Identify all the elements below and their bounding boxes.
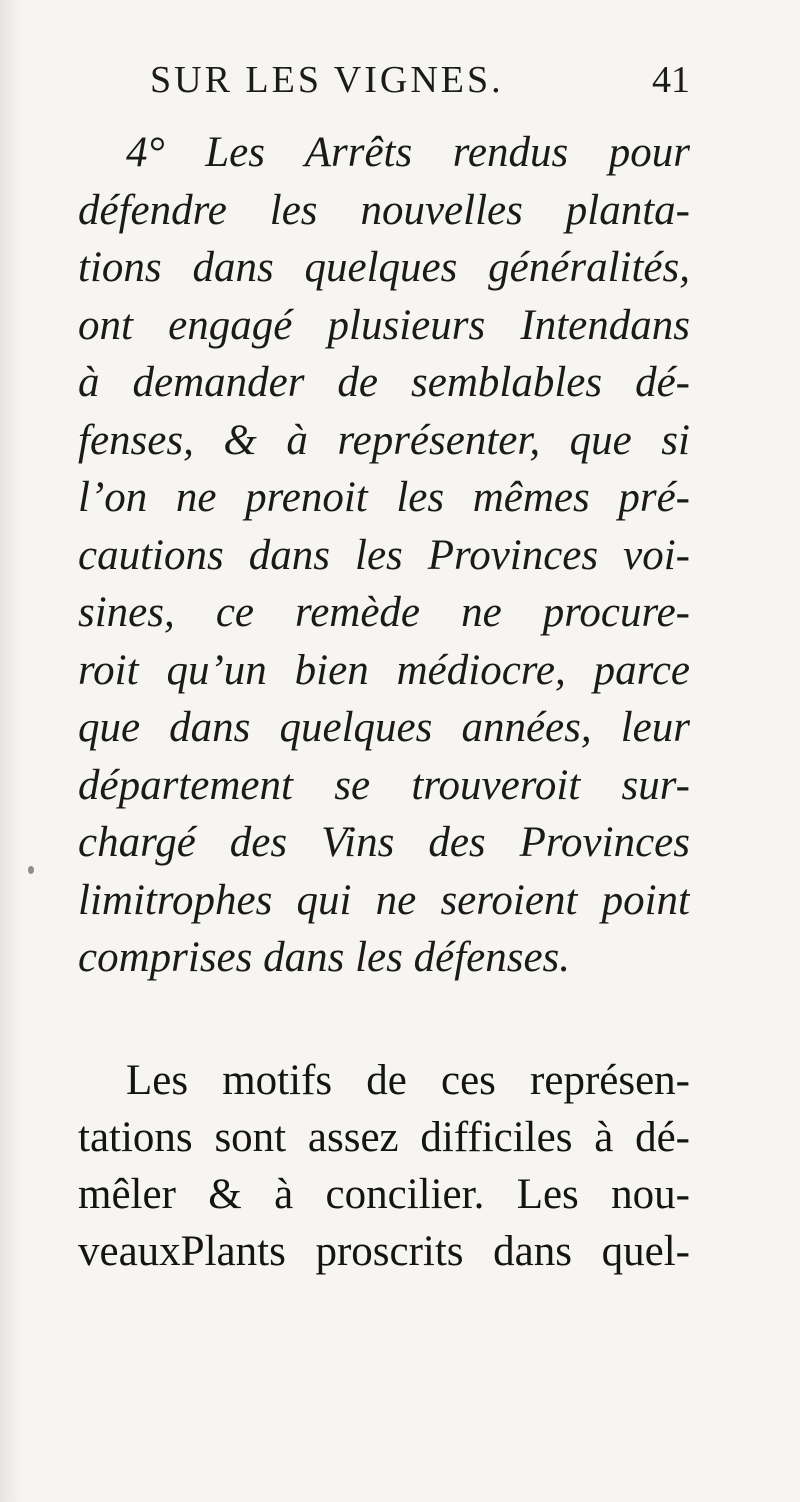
page-header <box>150 58 690 114</box>
text-line: comprises dans les défenses. <box>78 934 571 981</box>
text-line: sines, ce remède ne procure- <box>78 589 690 636</box>
text-line: département se trouveroit sur- <box>78 761 690 809</box>
text-line: que dans quelques années, leur <box>78 704 690 751</box>
text-line: mêler & à concilier. Les nou- <box>78 1171 690 1218</box>
text-line: roit qu’un bien médiocre, parce <box>78 646 690 694</box>
text-line: fenses, & à représenter, que si <box>78 416 690 464</box>
running-head: SUR LES VIGNES. <box>150 59 504 101</box>
text-line: Les motifs de ces représen- <box>126 1057 690 1104</box>
text-line: veauxPlants proscrits dans quel- <box>78 1228 690 1275</box>
text-line: cautions dans les Provinces voi- <box>78 531 690 579</box>
page-number: 41 <box>652 59 690 101</box>
text-line: l’on ne prenoit les mêmes pré- <box>78 474 690 521</box>
text-line: tions dans quelques généralités, <box>78 244 690 291</box>
text-line: à demander de semblables dé- <box>78 359 690 406</box>
paper-speck <box>28 866 34 874</box>
text-line: 4° Les Arrêts rendus pour <box>126 129 690 176</box>
page-gutter-shadow <box>0 0 22 1502</box>
text-line: défendre les nouvelles planta- <box>78 186 690 234</box>
text-line: tations sont assez difficiles à dé- <box>78 1114 690 1161</box>
paragraph-italic <box>78 124 690 987</box>
text-line: ont engagé plusieurs Intendans <box>78 301 690 349</box>
paragraph-roman <box>78 1052 690 1280</box>
text-line: limitrophes qui ne seroient point <box>78 876 690 924</box>
text-line: chargé des Vins des Provinces <box>78 819 690 866</box>
